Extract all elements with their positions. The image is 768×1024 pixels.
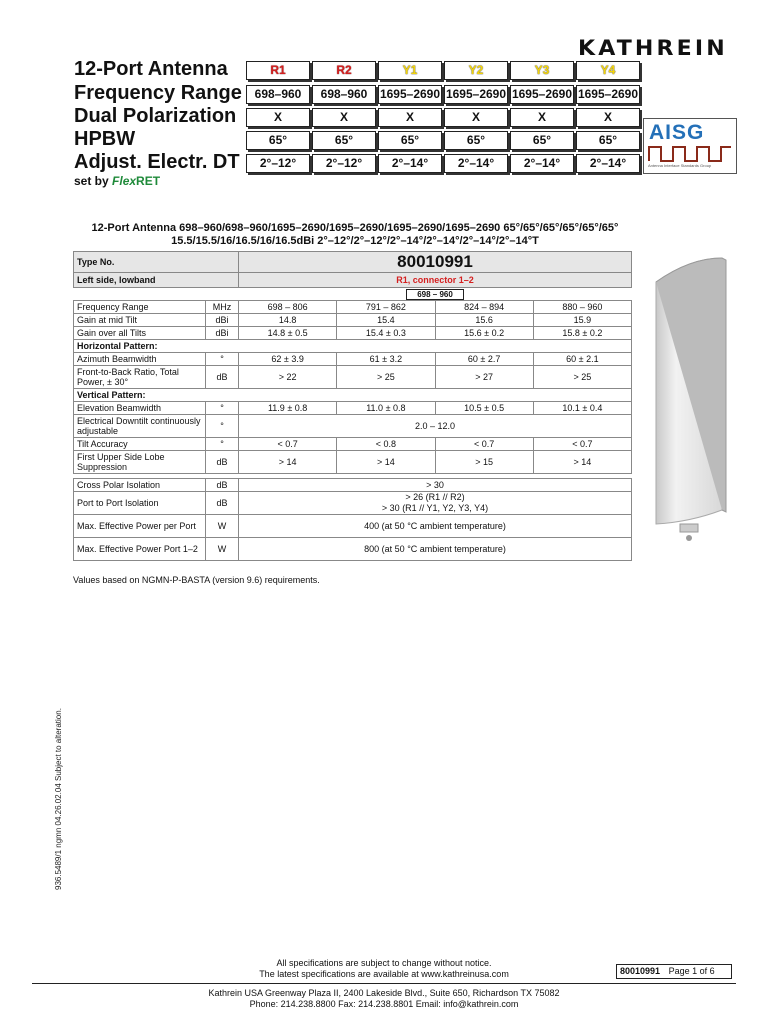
summary-cell: 1695–2690 <box>510 85 574 104</box>
table-row <box>74 301 632 314</box>
summary-cell: Y2 <box>444 61 508 80</box>
summary-cell: 2°–12° <box>312 154 376 173</box>
table-row <box>74 515 632 538</box>
spec-table <box>73 251 632 561</box>
row-value: 698 – 806 <box>239 301 337 314</box>
summary-cell: X <box>246 108 310 127</box>
aisg-logo-text: AISG <box>649 121 705 144</box>
row-label: Max. Effective Power Port 1–2 <box>74 538 206 561</box>
table-row <box>74 366 632 389</box>
row-value: > 27 <box>435 366 533 389</box>
row-unit: dB <box>206 479 239 492</box>
row-label: Tilt Accuracy <box>74 438 206 451</box>
row-value: > 14 <box>239 451 337 474</box>
row-label: Max. Effective Power per Port <box>74 515 206 538</box>
row-value: 824 – 894 <box>435 301 533 314</box>
row-value: > 25 <box>337 366 435 389</box>
row-span-value <box>239 415 632 438</box>
row-value: 61 ± 3.2 <box>337 353 435 366</box>
summary-cell: 65° <box>444 131 508 150</box>
band-row <box>74 288 632 301</box>
summary-cell: 1695–2690 <box>378 85 442 104</box>
band-cell <box>239 288 632 301</box>
row-label: Gain at mid Tilt <box>74 314 206 327</box>
row-label: Electrical Downtilt continuously adjustable <box>74 415 206 438</box>
footer-line-2: The latest specifications are available at www.kathreinusa.com <box>259 969 509 979</box>
row-value: 15.6 <box>435 314 533 327</box>
row-span-value <box>239 479 632 492</box>
row-value: 880 – 960 <box>533 301 631 314</box>
table-row <box>74 327 632 340</box>
row-value: < 0.8 <box>337 438 435 451</box>
row-unit: dB <box>206 366 239 389</box>
summary-cell: 2°–14° <box>510 154 574 173</box>
table-row <box>74 492 632 515</box>
row-label: First Upper Side Lobe Suppression <box>74 451 206 474</box>
summary-cell: 65° <box>576 131 640 150</box>
row-value: 11.9 ± 0.8 <box>239 402 337 415</box>
summary-cell: X <box>576 108 640 127</box>
aisg-logo <box>643 118 737 174</box>
antenna-image <box>650 248 730 548</box>
row-value: 15.6 ± 0.2 <box>435 327 533 340</box>
flexret-ret: RET <box>136 174 161 188</box>
summary-cell: X <box>312 108 376 127</box>
row-value: 15.4 ± 0.3 <box>337 327 435 340</box>
row-unit: dBi <box>206 314 239 327</box>
row-value: 15.9 <box>533 314 631 327</box>
row-label: Front-to-Back Ratio, Total Power, ± 30° <box>74 366 206 389</box>
row-value: < 0.7 <box>533 438 631 451</box>
table-subheading: Horizontal Pattern: <box>74 340 632 353</box>
row-value: > 14 <box>533 451 631 474</box>
type-row <box>74 252 632 273</box>
summary-cell: X <box>444 108 508 127</box>
summary-cell: 2°–14° <box>576 154 640 173</box>
page-doc-number: 80010991 <box>620 966 661 976</box>
summary-cell: Y3 <box>510 61 574 80</box>
page-indicator <box>616 964 732 979</box>
summary-cell: 65° <box>246 131 310 150</box>
row-value: 60 ± 2.7 <box>435 353 533 366</box>
summary-row-label: Frequency Range <box>74 82 242 104</box>
table-row <box>74 479 632 492</box>
row-span-value <box>239 492 632 515</box>
row-value: 14.8 <box>239 314 337 327</box>
row-label: Elevation Beamwidth <box>74 402 206 415</box>
row-value: < 0.7 <box>435 438 533 451</box>
table-row <box>74 353 632 366</box>
section-label: Left side, lowband <box>74 273 239 288</box>
summary-cell: 698–960 <box>312 85 376 104</box>
summary-cell: 1695–2690 <box>576 85 640 104</box>
table-row <box>74 402 632 415</box>
flexret-flex: Flex <box>112 174 137 188</box>
band-label: 698 – 960 <box>406 289 464 300</box>
row-value: 10.5 ± 0.5 <box>435 402 533 415</box>
aisg-subtitle: Antenna Interface Standards Group <box>648 163 712 168</box>
row-value: > 15 <box>435 451 533 474</box>
summary-cell: Y1 <box>378 61 442 80</box>
row-value: 15.4 <box>337 314 435 327</box>
summary-cell: 65° <box>378 131 442 150</box>
table-subheading: Vertical Pattern: <box>74 389 632 402</box>
row-label: Port to Port Isolation <box>74 492 206 515</box>
band-spacer <box>74 288 239 301</box>
footer-address <box>0 988 768 1010</box>
table-row <box>74 538 632 561</box>
row-value: 14.8 ± 0.5 <box>239 327 337 340</box>
row-span-value <box>239 515 632 538</box>
summary-cell: R2 <box>312 61 376 80</box>
type-number: 80010991 <box>239 252 632 273</box>
summary-cell: R1 <box>246 61 310 80</box>
table-row <box>74 389 632 402</box>
kathrein-logo: KATHREIN <box>578 36 728 60</box>
footer-line-4: Phone: 214.238.8800 Fax: 214.238.8801 Email: info@kathrein.com <box>249 999 519 1009</box>
description-line-1: 12-Port Antenna 698–960/698–960/1695–2690/1695–2690/1695–2690/1695–2690 65°/65°/65°/65°/65°/65° <box>91 222 619 234</box>
summary-cell: 1695–2690 <box>444 85 508 104</box>
summary-cell: 2°–14° <box>444 154 508 173</box>
row-label: Frequency Range <box>74 301 206 314</box>
summary-cell: X <box>510 108 574 127</box>
span-value: 400 (at 50 °C ambient temperature) <box>364 520 506 531</box>
section-row <box>74 273 632 288</box>
span-value: 800 (at 50 °C ambient temperature) <box>364 543 506 554</box>
summary-cell: 2°–12° <box>246 154 310 173</box>
row-unit: W <box>206 538 239 561</box>
table-row <box>74 314 632 327</box>
description-line-2: 15.5/15.5/16/16.5/16/16.5dBi 2°–12°/2°–12°/2°–14°/2°–14°/2°–14°/2°–14°T <box>171 235 539 247</box>
row-value: > 14 <box>337 451 435 474</box>
summary-row-label: HPBW <box>74 128 136 150</box>
summary-cell: 698–960 <box>246 85 310 104</box>
row-label: Cross Polar Isolation <box>74 479 206 492</box>
row-unit: dBi <box>206 327 239 340</box>
row-value: > 25 <box>533 366 631 389</box>
footer-divider <box>32 983 736 984</box>
type-label: Type No. <box>74 252 239 273</box>
table-row <box>74 340 632 353</box>
span-value: > 30 <box>426 479 444 490</box>
row-unit: ° <box>206 415 239 438</box>
summary-cell: 2°–14° <box>378 154 442 173</box>
table-row <box>74 415 632 438</box>
document-code: 936.5489/1 ngmn 04.26.02.04 Subject to alteration. <box>54 708 63 890</box>
summary-cell: 65° <box>510 131 574 150</box>
span-value: > 26 (R1 // R2) <box>405 492 465 502</box>
row-unit: ° <box>206 353 239 366</box>
row-unit: dB <box>206 451 239 474</box>
row-label: Gain over all Tilts <box>74 327 206 340</box>
row-value: 10.1 ± 0.4 <box>533 402 631 415</box>
row-value: 791 – 862 <box>337 301 435 314</box>
footer-line-3: Kathrein USA Greenway Plaza II, 2400 Lakeside Blvd., Suite 650, Richardson TX 75082 <box>208 988 560 998</box>
row-value: > 22 <box>239 366 337 389</box>
row-unit: dB <box>206 492 239 515</box>
row-value: < 0.7 <box>239 438 337 451</box>
summary-cell: X <box>378 108 442 127</box>
table-row <box>74 438 632 451</box>
values-note: Values based on NGMN-P-BASTA (version 9.6) requirements. <box>73 575 320 585</box>
row-value: 11.0 ± 0.8 <box>337 402 435 415</box>
section-connector: R1, connector 1–2 <box>239 273 632 288</box>
set-by-label: set by <box>74 174 109 188</box>
summary-row-label: 12-Port Antenna <box>74 58 228 80</box>
page-number: Page 1 of 6 <box>668 966 715 976</box>
row-value: 62 ± 3.9 <box>239 353 337 366</box>
row-unit: ° <box>206 402 239 415</box>
row-unit: W <box>206 515 239 538</box>
summary-cell: 65° <box>312 131 376 150</box>
row-value: 15.8 ± 0.2 <box>533 327 631 340</box>
summary-row-label: Dual Polarization <box>74 105 237 127</box>
row-span-value <box>239 538 632 561</box>
footer-line-1: All specifications are subject to change without notice. <box>276 958 492 968</box>
aisg-wave-icon <box>647 143 733 163</box>
summary-row-label: Adjust. Electr. DT <box>74 151 240 173</box>
span-value-2: > 30 (R1 // Y1, Y2, Y3, Y4) <box>381 503 489 513</box>
row-unit: MHz <box>206 301 239 314</box>
table-row <box>74 451 632 474</box>
row-label: Azimuth Beamwidth <box>74 353 206 366</box>
row-value: 60 ± 2.1 <box>533 353 631 366</box>
summary-cell: Y4 <box>576 61 640 80</box>
row-unit: ° <box>206 438 239 451</box>
set-by-flexret <box>74 174 160 188</box>
span-value: 2.0 – 12.0 <box>414 420 456 431</box>
